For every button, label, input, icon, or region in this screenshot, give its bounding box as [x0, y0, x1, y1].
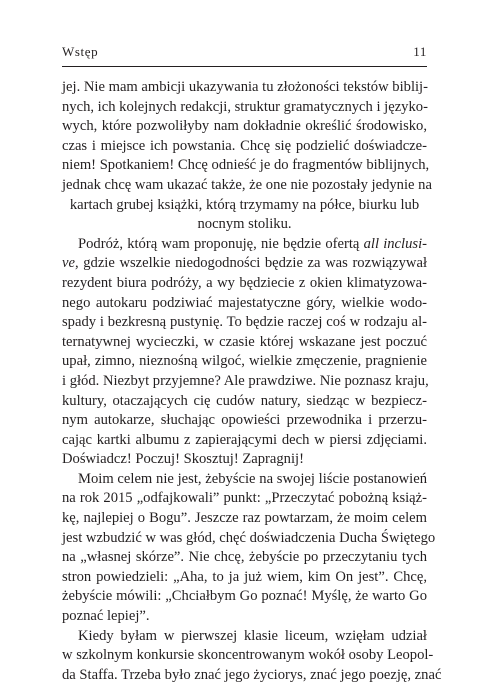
text-line: nego autokaru podziwiać majestatyczne góry, wielkie wodo- — [62, 294, 427, 311]
text-line: niem! Spotkaniem! Chcę odnieść je do fragmentów biblijnych, — [62, 157, 430, 174]
header-rule — [62, 66, 427, 67]
text-line: żebyście mówili: „Chciałbym Go poznać! Myślę, że warto Go — [62, 588, 427, 605]
text-line: kultury, otaczających cię cudów natury, siedząc w bezpiecz- — [62, 392, 427, 409]
text-line: stron powiedzieli: „Aha, to ja już wiem, kim On jest”. Chcę, — [62, 568, 427, 585]
text-line: Kiedy byłam w pierwszej klasie liceum, wzięłam udział — [78, 627, 427, 644]
text-line: jest wzbudzić w was głód, chęć doświadczenia Ducha Świętego — [62, 529, 436, 546]
text-line: kartach grubej książki, którą trzymamy na półce, biurku lub — [69, 196, 420, 213]
text-line: wych, które pozwoliłyby nam dokładnie określić środowisko, — [62, 118, 427, 135]
text-line: ve, gdzie wszelkie niedogodności będzie za was rozwiązywał — [62, 255, 427, 272]
text-line: da Staffa. Trzeba było znać jego życiorys, znać jego poezję, znać — [62, 666, 442, 683]
text-line: czas i miejsce ich powstania. Chcę się podzielić doświadcze- — [62, 137, 427, 154]
text-line: kę, najlepiej o Bogu”. Jeszcze raz powtarzam, że moim celem — [62, 510, 427, 527]
text-line: w szkolnym konkursie skoncentrowanym wokół osoby Leopol- — [62, 647, 434, 664]
text-line: nym autokarze, słuchając opowieści przewodnika i przerzu- — [62, 412, 427, 429]
italic-phrase: ve — [62, 255, 75, 272]
text-line: jednak chcę wam ukazać także, że one nie pozostały jedynie na — [62, 176, 432, 193]
text-line: jej. Nie mam ambicji ukazywania tu złożoności tekstów biblij- — [62, 79, 428, 95]
text-line: nocnym stoliku. — [197, 216, 292, 233]
text-line: rezydent biura podróży, a wy będziecie z okien klimatyzowa- — [62, 274, 427, 291]
text-line: Doświadcz! Poczuj! Skosztuj! Zapragnij! — [62, 451, 304, 468]
running-title: Wstęp — [62, 44, 99, 59]
body-text — [62, 78, 442, 685]
page-number: 11 — [413, 44, 427, 59]
text-line: ternatywnej wycieczki, w czasie której wskazane jest poczuć — [62, 333, 427, 350]
text-line: Moim celem nie jest, żebyście na swojej liście postanowień — [78, 470, 427, 487]
text-line: na „własnej skórze”. Nie chcę, żebyście po przeczytaniu tych — [62, 549, 427, 566]
text-line: Podróż, którą wam proponuję, nie będzie ofertą all inclusi- — [78, 235, 427, 252]
text-line: cając kartki albumu z zapierającymi dech w piersi zdjęciami. — [62, 431, 427, 448]
text-line: nych, ich kolejnych redakcji, struktur gramatycznych i języko- — [62, 98, 428, 115]
text-line: poznać lepiej”. — [62, 608, 150, 625]
text-line: spady i bezkresną pustynię. To będzie raczej coś w rodzaju al- — [62, 314, 427, 331]
text-line: upał, zimno, nieznośną wilgoć, wielkie zmęczenie, pragnienie — [62, 353, 427, 370]
running-header — [62, 44, 427, 64]
italic-phrase: all inclusi- — [363, 235, 427, 252]
text-line: na rok 2015 „odfajkowali” punkt: „Przeczytać pobożną książ- — [62, 490, 427, 507]
text-line: i głód. Niezbyt przyjemne? Ale prawdziwe. Nie poznasz kraju, — [62, 372, 429, 389]
